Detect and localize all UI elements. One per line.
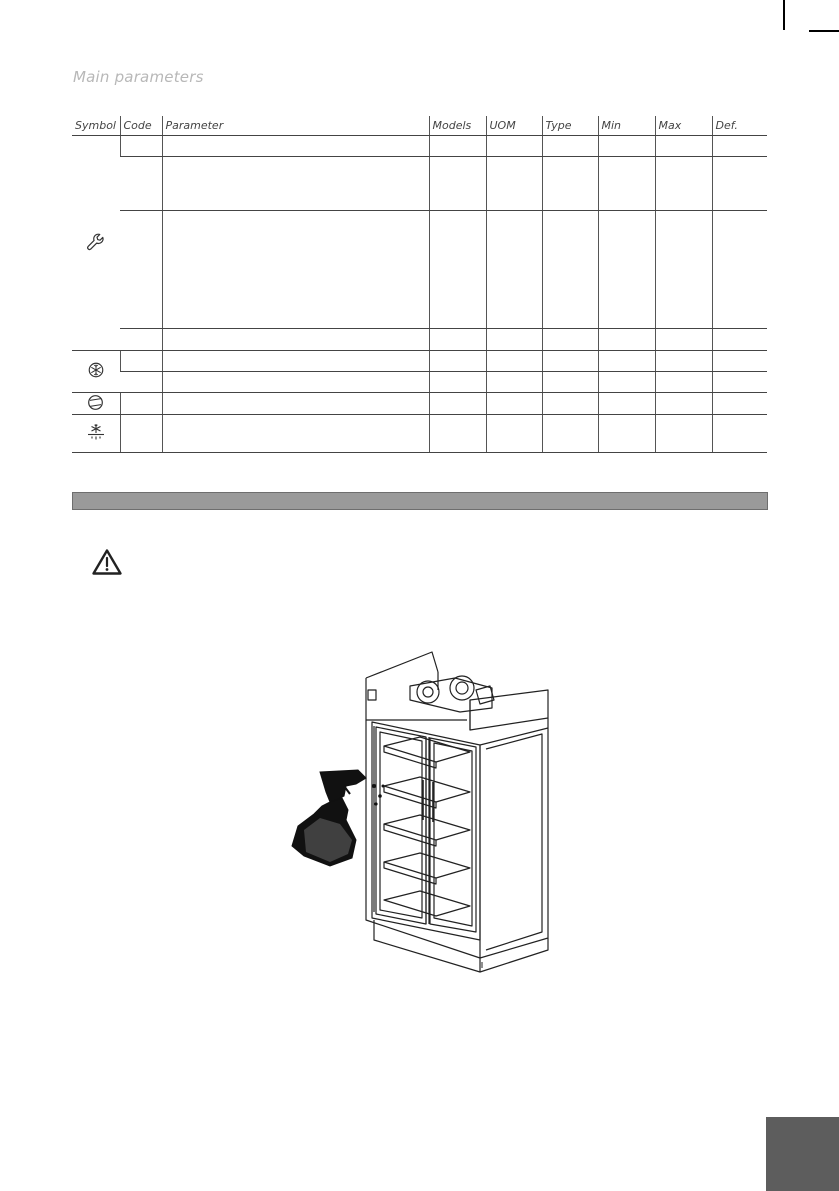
symbol-cell-wrench [72, 136, 120, 351]
warning-triangle-icon [91, 548, 123, 576]
symbol-cell-snowflake [72, 415, 120, 453]
header-code: Code [120, 116, 162, 136]
header-symbol: Symbol [72, 116, 120, 136]
defrost-icon [87, 361, 105, 379]
header-max: Max [655, 116, 712, 136]
table-row [72, 393, 767, 415]
compressor-icon [87, 394, 104, 411]
section-header-bar [72, 492, 768, 510]
symbol-cell-compressor [72, 393, 120, 415]
parameters-table [72, 116, 767, 453]
table-row [72, 351, 767, 372]
header-uom: UOM [486, 116, 542, 136]
table-row [72, 372, 767, 393]
section-title: Main parameters [73, 68, 204, 86]
table-row [72, 157, 767, 211]
crop-mark-right [809, 30, 839, 32]
table-row [72, 136, 767, 157]
header-parameter: Parameter [162, 116, 429, 136]
header-models: Models [429, 116, 486, 136]
header-min: Min [598, 116, 655, 136]
table-row [72, 415, 767, 453]
snowflake-drip-icon [86, 422, 106, 442]
table-row [72, 329, 767, 351]
symbol-cell-defrost [72, 351, 120, 393]
page-tab [766, 1117, 839, 1191]
cleaning-illustration [290, 650, 560, 980]
header-type: Type [542, 116, 598, 136]
header-def: Def. [712, 116, 767, 136]
table-row [72, 211, 767, 329]
wrench-icon [85, 231, 107, 253]
crop-mark-top [783, 0, 785, 30]
table-header-row [72, 116, 767, 136]
